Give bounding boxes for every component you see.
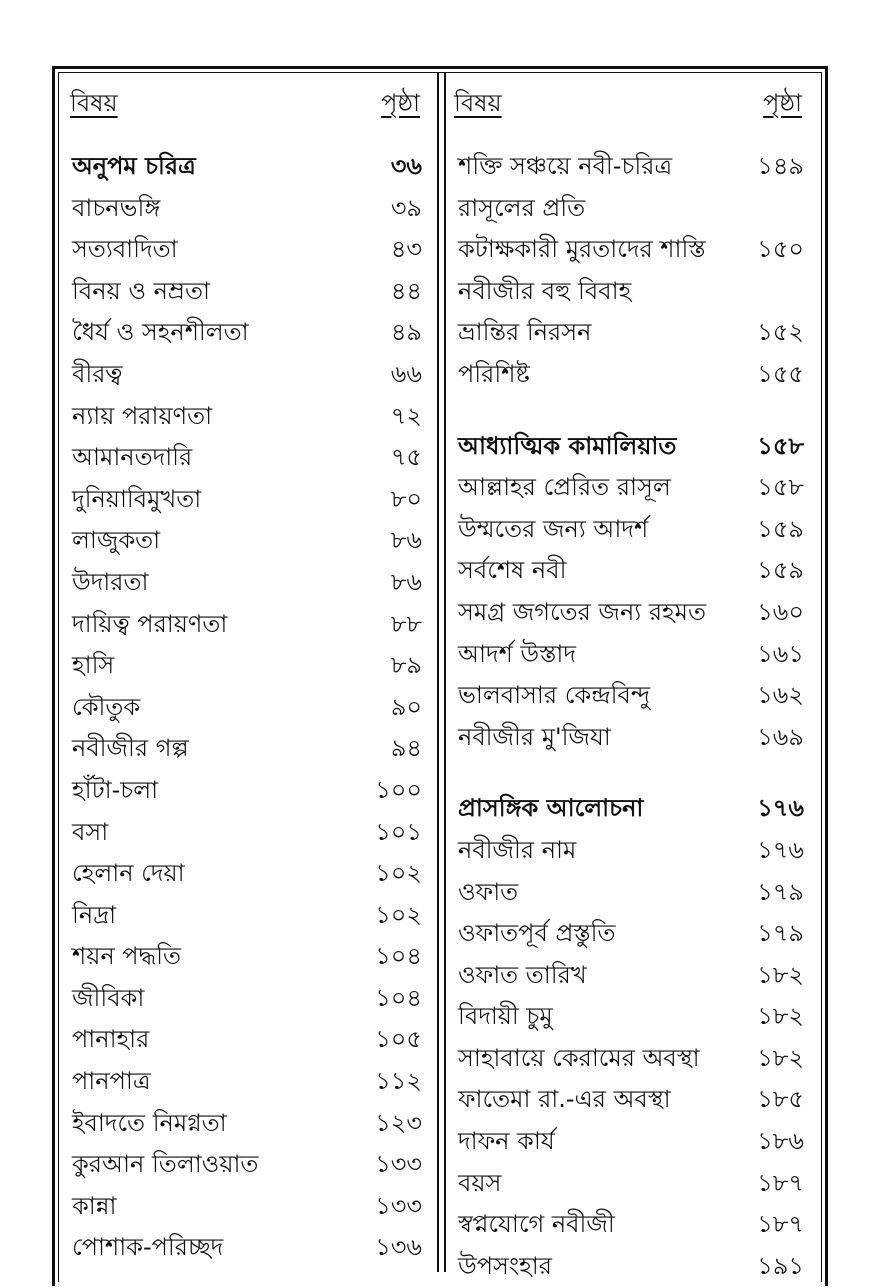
entry-title: ভালবাসার কেন্দ্রবিন্দু (458, 681, 651, 710)
toc-entry[interactable] (446, 312, 820, 354)
entry-page: ৩৯ (390, 193, 422, 222)
toc-entry[interactable] (60, 1019, 438, 1061)
toc-entry[interactable] (446, 872, 820, 914)
toc-entry[interactable] (60, 770, 438, 812)
entry-page: ৮৮ (390, 609, 422, 638)
toc-entry[interactable] (60, 604, 438, 646)
entry-title: স্বপ্নযোগে নবীজী (458, 1210, 615, 1239)
toc-entry[interactable] (60, 271, 438, 313)
toc-entry[interactable] (446, 426, 820, 468)
entry-page: ৩৬ (390, 152, 422, 180)
entry-title: ফাতেমা রা.-এর অবস্থা (458, 1085, 671, 1114)
entry-page: ১৫৯ (757, 514, 804, 543)
entry-title: পোশাক-পরিচ্ছদ (72, 1233, 224, 1262)
toc-entry[interactable] (60, 1103, 438, 1145)
entry-page: ১০১ (375, 817, 422, 846)
toc-entry[interactable] (60, 520, 438, 562)
entry-page: ১৩৩ (375, 1150, 422, 1179)
toc-entry[interactable] (60, 1186, 438, 1228)
entry-title: অনুপম চরিত্র (72, 152, 196, 180)
toc-entry[interactable] (446, 788, 820, 830)
entry-page: ১১২ (375, 1067, 422, 1096)
entry-title: সাহাবায়ে কেরামের অবস্থা (458, 1043, 700, 1072)
entry-page: ৭৫ (390, 443, 422, 472)
entry-title: শক্তি সঞ্চয়ে নবী-চরিত্র (458, 152, 673, 180)
entry-title: নবীজীর গল্প (72, 734, 189, 763)
entry-page: ৪৩ (390, 235, 422, 264)
entry-title: নিদ্রা (72, 900, 117, 929)
toc-entry[interactable] (446, 550, 820, 592)
entry-page: ১২৩ (375, 1108, 422, 1137)
entry-page: ৮৯ (390, 651, 422, 680)
section-spacer (446, 396, 820, 426)
entry-page: ৭২ (390, 401, 422, 430)
header-page: পৃষ্ঠা (763, 89, 802, 117)
toc-entry[interactable] (60, 645, 438, 687)
entry-title: ভ্রান্তির নিরসন (458, 318, 592, 347)
entry-title: সর্বশেষ নবী (458, 556, 567, 585)
entry-title: ওফাত তারিখ (458, 960, 587, 989)
entry-page: ৮৬ (390, 567, 422, 596)
entry-page: ৯৪ (390, 734, 422, 763)
header-page: পৃষ্ঠা (381, 89, 420, 117)
entry-page: ১৪৯ (757, 152, 804, 180)
toc-entry[interactable] (446, 1204, 820, 1246)
toc-entry[interactable] (446, 1246, 820, 1287)
entry-page: ১৬১ (757, 639, 804, 668)
entry-title: জীবিকা (72, 983, 145, 1012)
entry-page: ১৯১ (757, 1251, 804, 1280)
toc-entry[interactable] (60, 936, 438, 978)
entry-page: ১৮৬ (757, 1127, 804, 1156)
entry-title: নবীজীর মু'জিযা (458, 722, 611, 751)
entry-title: বাচনভঙ্গি (72, 193, 161, 222)
toc-entry[interactable] (60, 978, 438, 1020)
entry-title: সমগ্র জগতের জন্য রহমত (458, 597, 707, 626)
entry-title: পানাহার (72, 1025, 150, 1054)
toc-entry[interactable] (60, 229, 438, 271)
entry-title: দায়িত্ব পরায়ণতা (72, 609, 228, 638)
entry-title: প্রাসঙ্গিক আলোচনা (458, 794, 644, 823)
toc-entry[interactable] (60, 562, 438, 604)
toc-entry[interactable] (446, 996, 820, 1038)
entry-title: উদারতা (72, 567, 149, 596)
entry-title: পরিশিষ্ট (458, 359, 530, 388)
toc-entry[interactable] (60, 812, 438, 854)
entry-page: ১৬৯ (757, 722, 804, 751)
toc-entry[interactable] (446, 913, 820, 955)
toc-entry[interactable] (446, 271, 820, 313)
toc-column-left (60, 72, 438, 1269)
header-subject: বিষয় (454, 89, 502, 117)
toc-entry[interactable] (60, 437, 438, 479)
entry-page: ৬৬ (390, 359, 422, 388)
entry-page: ১৬২ (757, 681, 804, 710)
toc-entry[interactable] (60, 146, 438, 188)
entry-page: ১৩৩ (375, 1191, 422, 1220)
toc-entry[interactable] (60, 312, 438, 354)
entry-page: ১০২ (375, 859, 422, 888)
toc-entry[interactable] (446, 717, 820, 759)
entry-title: কৌতুক (72, 692, 141, 721)
entry-page: ১৬০ (757, 597, 804, 626)
entry-title: বিদায়ী চুমু (458, 1002, 553, 1031)
entry-title: আদর্শ উস্তাদ (458, 639, 576, 668)
toc-entry[interactable] (446, 634, 820, 676)
toc-entry[interactable] (446, 229, 820, 271)
toc-list (446, 146, 820, 1287)
toc-entry[interactable] (446, 1079, 820, 1121)
section-spacer (446, 758, 820, 788)
header-subject: বিষয় (70, 89, 118, 117)
entry-page: ১০৪ (375, 942, 422, 971)
toc-entry[interactable] (446, 467, 820, 509)
entry-page: ১৮২ (757, 1002, 804, 1031)
entry-page: ১৭৬ (757, 794, 804, 823)
entry-title: হাসি (72, 651, 115, 680)
entry-page: ১৫৮ (757, 473, 804, 502)
column-header (60, 72, 438, 134)
entry-page: ১০৫ (375, 1025, 422, 1054)
entry-page: ১৭৯ (757, 919, 804, 948)
entry-title: আল্লাহর প্রেরিত রাসূল (458, 473, 671, 502)
toc-entry[interactable] (60, 895, 438, 937)
toc-entry[interactable] (60, 687, 438, 729)
entry-title: লাজুকতা (72, 526, 161, 555)
entry-title: হাঁটা-চলা (72, 775, 159, 804)
entry-page: ১০২ (375, 900, 422, 929)
entry-title: ন্যায় পরায়ণতা (72, 401, 213, 430)
entry-page: ৪৯ (390, 318, 422, 347)
entry-page: ১০০ (375, 775, 422, 804)
entry-title: আমানতদারি (72, 443, 193, 472)
entry-page: ১৫৫ (757, 359, 804, 388)
entry-page: ১৩৬ (375, 1233, 422, 1262)
entry-title: সত্যবাদিতা (72, 235, 178, 264)
toc-entry[interactable] (446, 592, 820, 634)
toc-list (60, 146, 438, 1269)
entry-title: পানপাত্র (72, 1067, 151, 1096)
entry-page: ১৫৯ (757, 556, 804, 585)
toc-column-right (446, 72, 820, 1287)
entry-title: কান্না (72, 1191, 117, 1220)
entry-title: শয়ন পদ্ধতি (72, 942, 182, 971)
entry-page: ৮৬ (390, 526, 422, 555)
entry-page: ১০৪ (375, 983, 422, 1012)
entry-title: দাফন কার্য (458, 1127, 555, 1156)
entry-title: বিনয় ও নম্রতা (72, 276, 211, 305)
entry-page: ১৭৬ (757, 835, 804, 864)
toc-entry[interactable] (60, 853, 438, 895)
entry-page: ৪৪ (390, 276, 422, 305)
entry-title: নবীজীর বহু বিবাহ (458, 276, 632, 305)
entry-title: ধৈর্য ও সহনশীলতা (72, 318, 249, 347)
entry-title: ওফাত (458, 877, 519, 906)
toc-entry[interactable] (446, 830, 820, 872)
toc-entry[interactable] (446, 146, 820, 188)
entry-title: বয়স (458, 1168, 502, 1197)
toc-entry[interactable] (60, 354, 438, 396)
toc-entry[interactable] (60, 728, 438, 770)
entry-page: ৮০ (390, 484, 422, 513)
entry-title: বসা (72, 817, 109, 846)
entry-page: ৯০ (390, 692, 422, 721)
column-header (446, 72, 820, 134)
entry-page: ১৭৯ (757, 877, 804, 906)
toc-entry[interactable] (446, 188, 820, 230)
entry-page: ১৮২ (757, 960, 804, 989)
toc-entry[interactable] (60, 188, 438, 230)
entry-title: কুরআন তিলাওয়াত (72, 1150, 259, 1179)
toc-entry[interactable] (446, 1121, 820, 1163)
toc-entry[interactable] (60, 479, 438, 521)
entry-title: রাসূলের প্রতি (458, 193, 586, 222)
toc-entry[interactable] (446, 509, 820, 551)
toc-entry[interactable] (446, 675, 820, 717)
toc-entry[interactable] (446, 354, 820, 396)
toc-entry[interactable] (446, 955, 820, 997)
entry-title: ইবাদতে নিমগ্নতা (72, 1108, 227, 1137)
toc-entry[interactable] (446, 1038, 820, 1080)
toc-entry[interactable] (60, 396, 438, 438)
entry-title: আধ্যাত্মিক কামালিয়াত (458, 431, 677, 460)
entry-title: নবীজীর নাম (458, 835, 577, 864)
entry-page: ১৮৭ (757, 1210, 804, 1239)
entry-title: দুনিয়াবিমুখতা (72, 484, 202, 513)
entry-page: ১৮৫ (757, 1085, 804, 1114)
toc-entry[interactable] (60, 1227, 438, 1269)
entry-title: বীরত্ব (72, 359, 123, 388)
entry-page: ১৫৮ (757, 431, 804, 460)
entry-title: ওফাতপূর্ব প্রস্তুতি (458, 919, 616, 948)
entry-title: হেলান দেয়া (72, 859, 185, 888)
entry-title: উম্মতের জন্য আদর্শ (458, 514, 649, 543)
toc-entry[interactable] (446, 1163, 820, 1205)
entry-page: ১৫২ (757, 318, 804, 347)
entry-title: কটাক্ষকারী মুরতাদের শাস্তি (458, 235, 706, 264)
entry-page: ১৮২ (757, 1043, 804, 1072)
entry-title: উপসংহার (458, 1251, 552, 1280)
toc-entry[interactable] (60, 1061, 438, 1103)
entry-page: ১৮৭ (757, 1168, 804, 1197)
entry-page: ১৫০ (757, 235, 804, 264)
toc-entry[interactable] (60, 1144, 438, 1186)
